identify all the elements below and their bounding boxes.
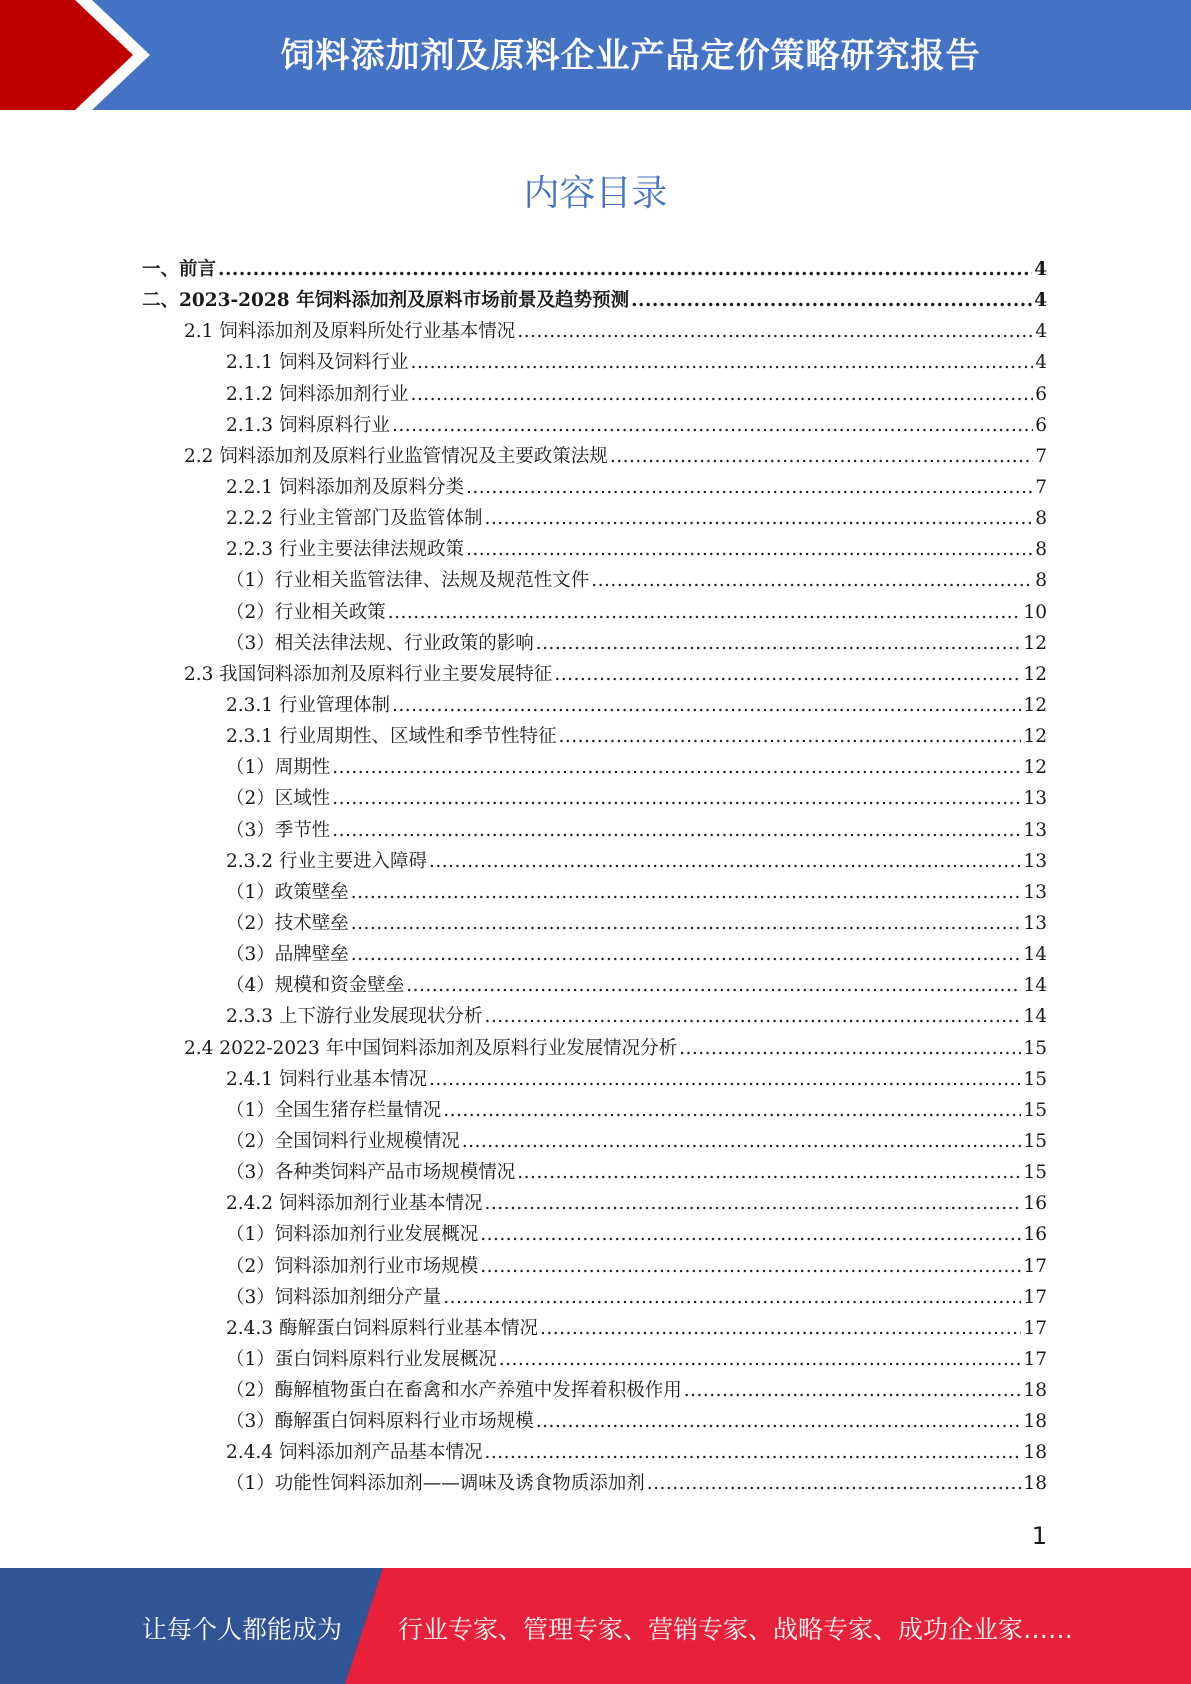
report-title: 饲料添加剂及原料企业产品定价策略研究报告 [280,36,981,76]
toc-dot-leader [536,1406,1022,1437]
toc-entry-title: 2.4 2022-2023 年中国饲料添加剂及原料行业发展情况分析 [184,1037,678,1059]
toc-entry[interactable] [142,565,1047,596]
toc-entry[interactable] [142,472,1047,503]
toc-dot-leader [517,1157,1021,1188]
toc-entry-title: （4）规模和资金壁垒 [226,975,405,997]
toc-dot-leader [631,285,1032,316]
toc-entry[interactable] [142,1468,1047,1499]
toc-entry-title: （3）各种类饲料产品市场规模情况 [226,1162,516,1184]
toc-dot-leader [351,939,1022,970]
toc-entry-page: 4 [1035,321,1047,343]
toc-entry-title: （3）季节性 [226,819,331,841]
toc-entry-title: 2.4.1 饲料行业基本情况 [226,1068,427,1090]
toc-entry[interactable] [142,347,1047,378]
toc-entry-page: 13 [1023,881,1047,903]
toc-entry[interactable] [142,1406,1047,1437]
toc-entry-title: 2.1.2 饲料添加剂行业 [226,383,409,405]
toc-entry-page: 12 [1023,663,1047,685]
toc-dot-leader [466,534,1033,565]
toc-dot-leader [429,846,1021,877]
toc-entry-page: 16 [1023,1193,1047,1215]
toc-entry[interactable] [142,908,1047,939]
toc-entry-page: 8 [1035,570,1047,592]
toc-entry-page: 14 [1023,944,1047,966]
toc-entry-page: 17 [1023,1286,1047,1308]
toc-dot-leader [351,908,1022,939]
toc-dot-leader [443,1095,1021,1126]
toc-dot-leader [536,628,1022,659]
toc-entry-page: 12 [1023,726,1047,748]
toc-entry-page: 15 [1023,1037,1047,1059]
toc-entry-title: 2.3.1 行业管理体制 [226,694,390,716]
toc-entry-title: 2.1.3 饲料原料行业 [226,414,390,436]
toc-entry-page: 13 [1023,850,1047,872]
toc-dot-leader [484,503,1033,534]
toc-entry[interactable] [142,877,1047,908]
header-banner [0,0,1191,110]
toc-entry-page: 6 [1035,414,1047,436]
toc-entry[interactable] [142,1033,1047,1064]
toc-entry-page: 18 [1023,1380,1047,1402]
toc-entry-title: （3）饲料添加剂细分产量 [226,1286,442,1308]
toc-entry-title: 2.4.4 饲料添加剂产品基本情况 [226,1442,483,1464]
toc-entry[interactable] [142,254,1047,285]
toc-entry-title: （3）酶解蛋白饲料原料行业市场规模 [226,1411,534,1433]
toc-entry-title: 2.2 饲料添加剂及原料行业监管情况及主要政策法规 [184,445,608,467]
toc-dot-leader [647,1468,1022,1499]
toc-entry-title: （2）行业相关政策 [226,601,386,623]
toc-entry[interactable] [142,1188,1047,1219]
toc-entry[interactable] [142,1157,1047,1188]
toc-dot-leader [410,379,1033,410]
toc-dot-leader [484,1437,1021,1468]
toc-entry-title: （1）行业相关监管法律、法规及规范性文件 [226,570,590,592]
toc-entry-title: （2）技术壁垒 [226,912,349,934]
toc-entry-page: 17 [1023,1317,1047,1339]
toc-entry-page: 12 [1023,757,1047,779]
toc-entry-title: （1）全国生猪存栏量情况 [226,1099,442,1121]
toc-entry[interactable] [142,441,1047,472]
toc-entry[interactable] [142,285,1047,316]
toc-entry-page: 10 [1023,601,1047,623]
toc-entry-title: （1）饲料添加剂行业发展概况 [226,1224,479,1246]
toc-entry[interactable] [142,721,1047,752]
toc-entry-page: 12 [1023,632,1047,654]
toc-entry-page: 4 [1034,290,1047,312]
toc-dot-leader [684,1375,1022,1406]
toc-dot-leader [466,472,1033,503]
toc-entry-title: 2.1 饲料添加剂及原料所处行业基本情况 [184,321,516,343]
toc-entry[interactable] [142,1095,1047,1126]
toc-entry-title: 2.2.3 行业主要法律法规政策 [226,539,464,561]
toc-entry-page: 4 [1035,352,1047,374]
toc-dot-leader [392,690,1021,721]
toc-entry-page: 13 [1023,788,1047,810]
toc-entry[interactable] [142,1437,1047,1468]
toc-entry-page: 14 [1023,975,1047,997]
toc-entry-page: 13 [1023,819,1047,841]
toc-entry-page: 7 [1035,445,1047,467]
toc-dot-leader [480,1219,1021,1250]
toc-entry-title: （1）周期性 [226,757,331,779]
toc-entry-page: 15 [1023,1162,1047,1184]
toc-dot-leader [429,1064,1021,1095]
toc-entry-title: （2）饲料添加剂行业市场规模 [226,1255,479,1277]
toc-entry-page: 7 [1035,476,1047,498]
toc-entry[interactable] [142,1064,1047,1095]
toc-entry-title: 2.3.1 行业周期性、区域性和季节性特征 [226,726,557,748]
toc-dot-leader [499,1344,1022,1375]
toc-entry-page: 8 [1035,539,1047,561]
toc-entry[interactable] [142,1313,1047,1344]
toc-dot-leader [332,783,1021,814]
toc-entry-page: 6 [1035,383,1047,405]
toc-entry[interactable] [142,970,1047,1001]
toc-entry-title: 2.4.3 酶解蛋白饲料原料行业基本情况 [226,1317,538,1339]
toc-dot-leader [388,597,1022,628]
toc-entry[interactable] [142,690,1047,721]
footer-banner [0,1568,1191,1684]
toc-dot-leader [610,441,1033,472]
toc-entry-page: 18 [1023,1473,1047,1495]
toc-entry[interactable] [142,783,1047,814]
toc-dot-leader [480,1251,1021,1282]
toc-dot-leader [332,752,1021,783]
toc-dot-leader [410,347,1033,378]
toc-dot-leader [484,1001,1021,1032]
toc-entry-page: 16 [1023,1224,1047,1246]
toc-entry[interactable] [142,1251,1047,1282]
toc-entry-page: 17 [1023,1348,1047,1370]
toc-entry-page: 8 [1035,508,1047,530]
toc-entry[interactable] [142,752,1047,783]
toc-entry[interactable] [142,1344,1047,1375]
toc-entry[interactable] [142,846,1047,877]
toc-dot-leader [554,659,1021,690]
toc-entry-title: 一、前言 [142,259,217,280]
toc-dot-leader [591,565,1033,596]
toc-entry-page: 4 [1034,259,1047,280]
toc-entry[interactable] [142,1001,1047,1032]
toc-dot-leader [462,1126,1022,1157]
toc-entry-page: 15 [1023,1099,1047,1121]
table-of-contents [142,254,1047,1500]
toc-entry-title: 2.1.1 饲料及饲料行业 [226,352,409,374]
toc-dot-leader [517,316,1033,347]
toc-entry-title: （3）相关法律法规、行业政策的影响 [226,632,534,654]
toc-entry-title: 2.2.1 饲料添加剂及原料分类 [226,476,464,498]
toc-entry-title: 2.3 我国饲料添加剂及原料行业主要发展特征 [184,663,553,685]
toc-entry-title: 二、2023-2028 年饲料添加剂及原料市场前景及趋势预测 [142,290,630,312]
toc-entry-title: 2.4.2 饲料添加剂行业基本情况 [226,1193,483,1215]
toc-entry-title: （1）蛋白饲料原料行业发展概况 [226,1348,497,1370]
toc-entry[interactable] [142,1375,1047,1406]
toc-entry[interactable] [142,1282,1047,1313]
toc-entry[interactable] [142,597,1047,628]
toc-entry-title: （2）区域性 [226,788,331,810]
toc-heading: 内容目录 [523,173,668,214]
toc-dot-leader [392,410,1033,441]
toc-dot-leader [558,721,1021,752]
toc-entry[interactable] [142,628,1047,659]
toc-entry-title: 2.3.3 上下游行业发展现状分析 [226,1006,483,1028]
toc-entry-page: 13 [1023,912,1047,934]
toc-entry-page: 17 [1023,1255,1047,1277]
toc-entry-page: 18 [1023,1442,1047,1464]
toc-dot-leader [332,815,1021,846]
toc-entry[interactable] [142,659,1047,690]
toc-entry-title: 2.2.2 行业主管部门及监管体制 [226,508,483,530]
toc-dot-leader [443,1282,1021,1313]
toc-dot-leader [406,970,1021,1001]
toc-entry-title: （1）功能性饲料添加剂——调味及诱食物质添加剂 [226,1473,645,1495]
header-chevron-icon [0,0,160,110]
toc-entry[interactable] [142,410,1047,441]
toc-entry[interactable] [142,534,1047,565]
toc-entry[interactable] [142,316,1047,347]
toc-entry-title: （1）政策壁垒 [226,881,349,903]
toc-entry[interactable] [142,815,1047,846]
toc-entry[interactable] [142,1219,1047,1250]
toc-entry-title: （2）酶解植物蛋白在畜禽和水产养殖中发挥着积极作用 [226,1380,682,1402]
footer-slogan-right: 行业专家、管理专家、营销专家、战略专家、成功企业家…… [398,1615,1074,1644]
toc-entry-page: 15 [1023,1068,1047,1090]
toc-entry[interactable] [142,379,1047,410]
toc-entry[interactable] [142,1126,1047,1157]
footer-slogan-left: 让每个人都能成为 [142,1615,343,1644]
toc-entry-page: 14 [1023,1006,1047,1028]
toc-dot-leader [484,1188,1021,1219]
toc-entry-title: （3）品牌壁垒 [226,944,349,966]
toc-dot-leader [351,877,1022,908]
page-number: 1 [1031,1522,1047,1550]
toc-dot-leader [679,1033,1021,1064]
toc-entry-page: 12 [1023,694,1047,716]
toc-dot-leader [218,254,1032,285]
toc-entry-title: 2.3.2 行业主要进入障碍 [226,850,427,872]
toc-entry-title: （2）全国饲料行业规模情况 [226,1130,460,1152]
toc-entry-page: 15 [1023,1130,1047,1152]
toc-dot-leader [540,1313,1021,1344]
toc-entry[interactable] [142,939,1047,970]
toc-entry-page: 18 [1023,1411,1047,1433]
toc-entry[interactable] [142,503,1047,534]
